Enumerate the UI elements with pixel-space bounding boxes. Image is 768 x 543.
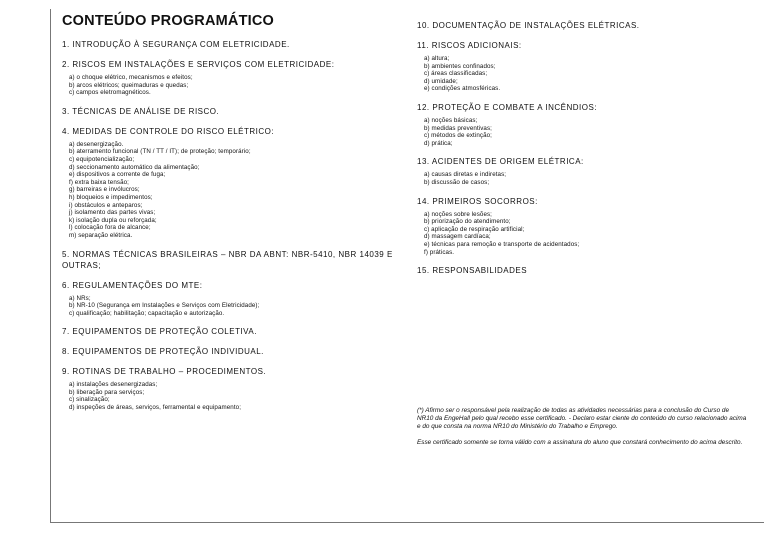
list-item: g) barreiras e invólucros; — [69, 186, 140, 194]
list-item: a) noções básicas; — [424, 116, 478, 124]
section-heading: 9. ROTINAS DE TRABALHO – PROCEDIMENTOS. — [62, 367, 267, 377]
section — [62, 106, 402, 117]
section-items — [417, 171, 747, 186]
list-item: c) sinalização; — [69, 396, 110, 404]
list-item: d) massagem cardíaca; — [424, 233, 491, 241]
section-heading: 15. RESPONSABILIDADES — [417, 266, 528, 276]
list-item: c) equipotencialização; — [69, 155, 135, 163]
right-column — [417, 20, 747, 285]
section — [62, 326, 402, 337]
section — [62, 59, 402, 97]
list-item: a) instalações desenergizadas; — [69, 381, 158, 389]
section — [62, 39, 402, 50]
section-items — [417, 117, 747, 147]
list-item: f) extra baixa tensão; — [69, 178, 129, 186]
right-sections — [417, 20, 747, 276]
page-title: CONTEÚDO PROGRAMÁTICO — [62, 13, 275, 29]
list-item: c) campos eletromagnéticos. — [69, 89, 151, 97]
section-heading: 13. ACIDENTES DE ORIGEM ELÉTRICA: — [417, 157, 584, 167]
section-heading: 14. PRIMEIROS SOCORROS: — [417, 196, 538, 206]
note-paragraph: Esse certificado somente se torna válido com a assinatura do aluno que constará conhecimento do acima descrito. — [417, 439, 743, 446]
section — [417, 265, 747, 276]
section-heading: 5. NORMAS TÉCNICAS BRASILEIRAS – NBR DA ABNT: NBR-5410, NBR 14039 E OUTRAS; — [62, 249, 393, 270]
section — [62, 249, 402, 271]
section-items — [417, 211, 747, 257]
list-item: b) liberação para serviços; — [69, 388, 145, 396]
left-sections — [62, 39, 402, 412]
list-item: i) obstáculos e anteparos; — [69, 201, 143, 209]
list-item: b) priorização do atendimento; — [424, 218, 511, 226]
section — [417, 40, 747, 93]
section-heading: 3. TÉCNICAS DE ANÁLISE DE RISCO. — [62, 106, 220, 116]
declaration-notes — [417, 407, 747, 455]
list-item: j) isolamento das partes vivas; — [69, 209, 156, 217]
section-heading: 4. MEDIDAS DE CONTROLE DO RISCO ELÉTRICO: — [62, 126, 275, 136]
section-items — [62, 295, 402, 318]
list-item: b) medidas preventivas; — [424, 124, 492, 132]
section-heading: 11. RISCOS ADICIONAIS: — [417, 41, 522, 50]
note-paragraph: (*) Afirmo ser o responsável pela realização de todas as atividades necessárias para a conclusão do Curso de NR10 da EngeHall pelo qual recebo esse certificado. - Declaro estar ciente do conteúdo do curso relacionado acima e do que consta na norma NR10 do Ministério do Trabalho e Emprego. — [417, 407, 747, 430]
list-item: a) desenergização. — [69, 140, 124, 148]
list-item: a) altura; — [424, 55, 450, 62]
section-items — [417, 55, 747, 93]
list-item: e) dispositivos a corrente de fuga; — [69, 171, 166, 179]
list-item: b) ambientes confinados; — [424, 62, 496, 70]
list-item: b) NR-10 (Segurança em Instalações e Serviços com Eletricidade); — [69, 302, 260, 310]
left-column — [62, 13, 402, 421]
section-heading: 6. REGULAMENTAÇÕES DO MTE: — [62, 280, 203, 290]
list-item: b) aterramento funcional (TN / TT / IT); de proteção; temporário; — [69, 148, 251, 156]
section-items — [62, 141, 402, 240]
list-item: k) isolação dupla ou reforçada; — [69, 216, 157, 224]
section-heading: 2. RISCOS EM INSTALAÇÕES E SERVIÇOS COM ELETRICIDADE: — [62, 60, 335, 69]
list-item: d) inspeções de áreas, serviços, ferramental e equipamento; — [69, 404, 242, 412]
section — [62, 126, 402, 240]
section-heading: 12. PROTEÇÃO E COMBATE A INCÊNDIOS: — [417, 102, 598, 112]
section — [417, 102, 747, 147]
list-item: l) colocação fora de alcance; — [69, 224, 151, 232]
list-item: d) seccionamento automático da alimentação; — [69, 163, 200, 171]
list-item: d) prática; — [424, 139, 453, 147]
section — [417, 196, 747, 257]
list-item: f) práticas. — [424, 248, 455, 256]
section — [417, 20, 747, 31]
list-item: m) separação elétrica. — [69, 231, 133, 239]
section-heading: 10. DOCUMENTAÇÃO DE INSTALAÇÕES ELÉTRICAS. — [417, 21, 640, 30]
list-item: a) causas diretas e indiretas; — [424, 171, 507, 179]
list-item: e) técnicas para remoção e transporte de acidentados; — [424, 240, 580, 248]
list-item: b) arcos elétricos; queimaduras e quedas; — [69, 81, 189, 89]
list-item: a) noções sobre lesões; — [424, 210, 492, 218]
section-heading: 1. INTRODUÇÃO À SEGURANÇA COM ELETRICIDADE. — [62, 40, 290, 49]
list-item: c) métodos de extinção; — [424, 132, 492, 140]
list-item: c) aplicação de respiração artificial; — [424, 225, 525, 233]
section-heading: 7. EQUIPAMENTOS DE PROTEÇÃO COLETIVA. — [62, 327, 257, 337]
section — [62, 366, 402, 411]
list-item: c) qualificação; habilitação; capacitação e autorização. — [69, 309, 225, 317]
list-item: b) discussão de casos; — [424, 178, 490, 186]
section — [62, 346, 402, 357]
section — [62, 280, 402, 318]
list-item: a) o choque elétrico, mecanismos e efeitos; — [69, 74, 193, 81]
list-item: h) bloqueios e impedimentos; — [69, 193, 153, 201]
list-item: d) umidade; — [424, 77, 458, 85]
list-item: e) condições atmosféricas. — [424, 85, 501, 93]
section-items — [62, 381, 402, 411]
list-item: c) áreas classificadas; — [424, 70, 488, 78]
list-item: a) NRs; — [69, 294, 91, 302]
section — [417, 156, 747, 186]
section-items — [62, 74, 402, 97]
section-heading: 8. EQUIPAMENTOS DE PROTEÇÃO INDIVIDUAL. — [62, 347, 264, 357]
